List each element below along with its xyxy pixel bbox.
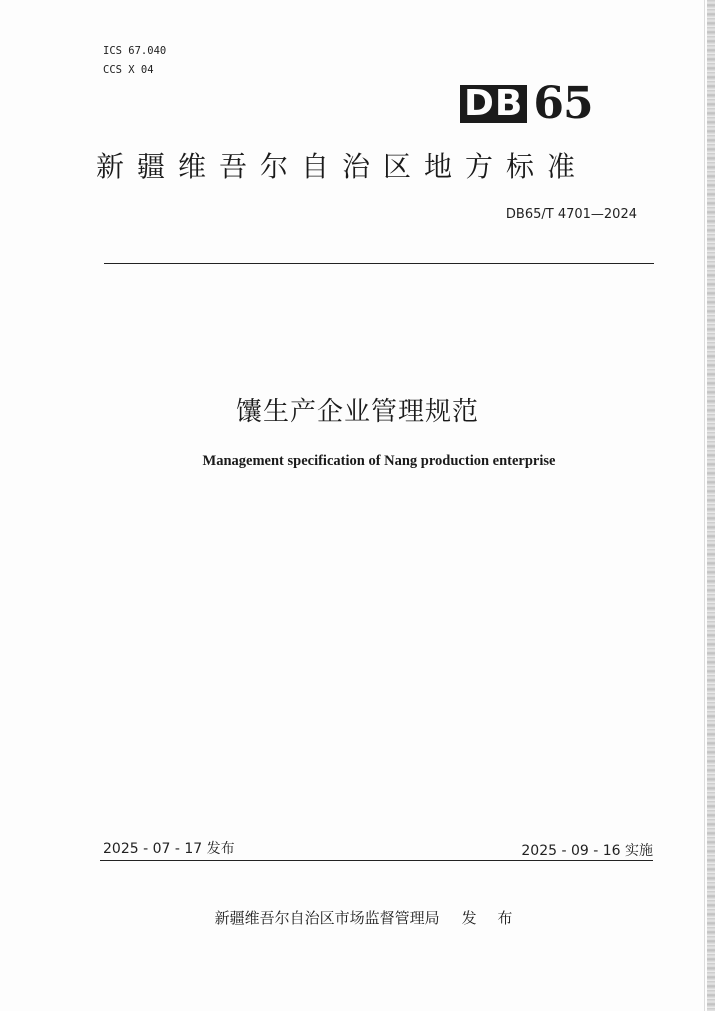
- document-title-cn: 馕生产企业管理规范: [235, 397, 479, 427]
- standard-code: DB65/T 4701—2024: [505, 207, 637, 222]
- ics-code: ICS 67.040: [103, 45, 167, 57]
- scan-edge-line: [704, 0, 705, 1011]
- standard-type-heading: 新疆维吾尔自治区地方标准: [96, 150, 589, 183]
- publish-date: 2025 - 07 - 17 发布: [103, 841, 235, 857]
- issuer-name: 新疆维吾尔自治区市场监督管理局: [214, 909, 440, 927]
- issuer-line: [0, 907, 715, 928]
- issuer-action: 发 布: [461, 909, 521, 927]
- header-divider: [104, 263, 654, 264]
- footer-divider: [100, 860, 653, 861]
- db65-logo: [460, 80, 593, 128]
- document-title-en: Management specification of Nang production enterprise: [202, 453, 556, 469]
- logo-db: DB: [460, 85, 527, 123]
- logo-number: 65: [533, 78, 593, 129]
- ccs-code: CCS X 04: [103, 64, 154, 76]
- effective-date: 2025 - 09 - 16 实施: [521, 843, 653, 859]
- scan-edge: [707, 0, 715, 1011]
